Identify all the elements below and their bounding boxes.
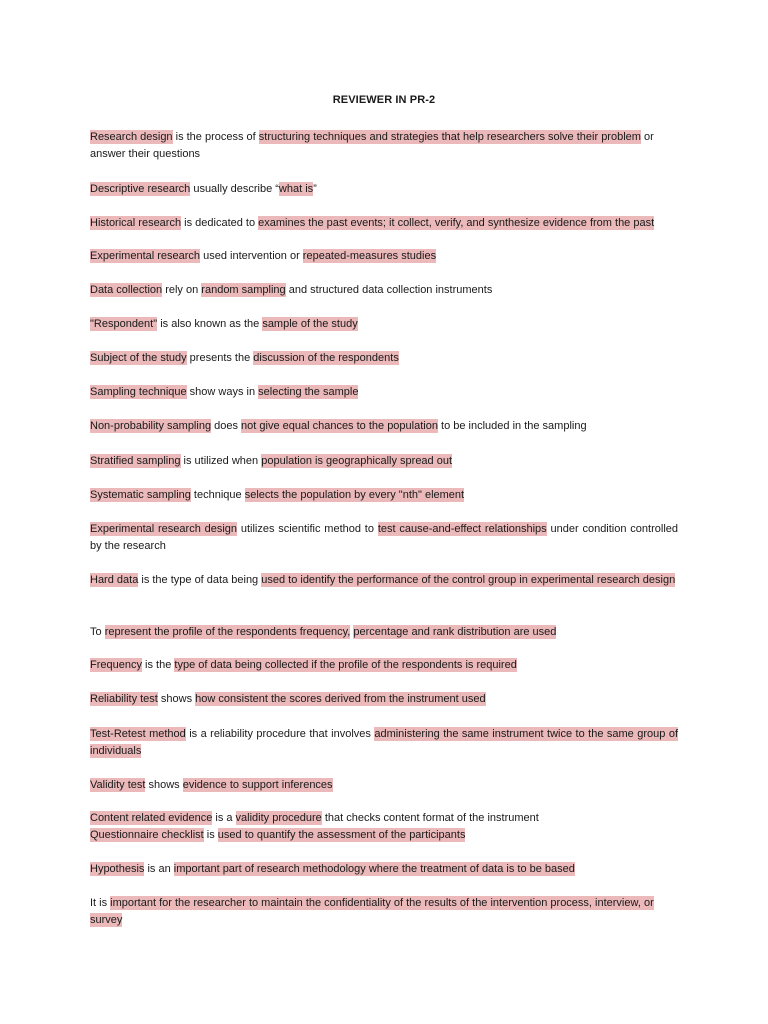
highlighted-text: Validity test [90, 779, 146, 791]
reviewer-item [90, 895, 678, 929]
plain-text: utilizes scientific method to [237, 523, 378, 535]
plain-text: used intervention or [200, 250, 303, 262]
highlighted-text: Hard data [90, 574, 139, 586]
highlighted-text: test cause-and-effect relationships [377, 523, 547, 535]
reviewer-item [90, 810, 678, 844]
reviewer-item [90, 350, 678, 367]
reviewer-item [90, 282, 678, 299]
reviewer-item [90, 521, 678, 555]
highlighted-text: Research design [90, 131, 173, 143]
reviewer-item [90, 691, 678, 708]
highlighted-text: Reliability test [90, 693, 158, 705]
highlighted-text: used to quantify the assessment of the participants [217, 829, 466, 841]
highlighted-text: Experimental research design [90, 523, 238, 535]
highlighted-text: Hypothesis [90, 863, 145, 875]
highlighted-text: Historical research [90, 217, 182, 229]
reviewer-item [90, 418, 678, 435]
reviewer-item [90, 726, 678, 760]
plain-text: rely on [162, 284, 202, 296]
plain-text: It is [90, 897, 111, 909]
highlighted-text: Data collection [90, 284, 163, 296]
plain-text: To [90, 626, 105, 638]
plain-text: ” [313, 183, 317, 195]
highlighted-text: discussion of the respondents [253, 352, 399, 364]
document-title: REVIEWER IN PR-2 [332, 94, 436, 106]
highlighted-text: what is [278, 183, 314, 195]
reviewer-item [90, 572, 678, 589]
plain-text: is a [212, 812, 236, 824]
highlighted-text: Non-probability sampling [90, 420, 212, 432]
reviewer-item [90, 316, 678, 333]
highlighted-text: evidence to support inferences [182, 779, 333, 791]
reviewer-item [90, 487, 678, 504]
highlighted-text: Frequency [90, 659, 142, 671]
highlighted-text: used to identify the performance of the control group in experimental research design [261, 574, 676, 586]
plain-text: technique [190, 489, 245, 501]
highlighted-text: how consistent the scores derived from the instrument used [195, 693, 486, 705]
highlighted-text: Experimental research [90, 250, 201, 262]
highlighted-text: important part of research methodology where the treatment of data is to be based [173, 863, 575, 875]
plain-text: presents the [186, 352, 254, 364]
highlighted-text: Test-Retest method [90, 728, 186, 740]
plain-text: is the [141, 659, 175, 671]
highlighted-text: Systematic sampling [90, 489, 191, 501]
highlighted-text: Questionnaire checklist [90, 829, 204, 841]
highlighted-text: sample of the study [262, 318, 358, 330]
highlighted-text: selects the population by every "nth" element [244, 489, 465, 501]
highlighted-text: represent the profile of the respondents frequency, [104, 626, 351, 638]
highlighted-text: administering the same instrument twice to the same group of individuals [90, 728, 678, 757]
reviewer-item [90, 657, 678, 674]
reviewer-item [90, 181, 678, 198]
highlighted-text: Descriptive research [90, 183, 191, 195]
highlighted-text: repeated-measures studies [302, 250, 437, 262]
plain-text: is a reliability procedure that involves [185, 728, 375, 740]
plain-text: shows [157, 693, 196, 705]
highlighted-text: type of data being collected if the profile of the respondents is required [174, 659, 517, 671]
reviewer-item [90, 624, 678, 641]
highlighted-text: percentage and rank distribution are used [353, 626, 557, 638]
plain-text: show ways in [186, 386, 259, 398]
plain-text: is [203, 829, 218, 841]
plain-text: is an [144, 863, 174, 875]
reviewer-item [90, 248, 678, 265]
highlighted-text: examines the past events; it collect, verify, and synthesize evidence from the past [258, 217, 655, 229]
plain-text: or answer their questions [90, 131, 654, 160]
plain-text: is also known as the [157, 318, 263, 330]
plain-text: is utilized when [180, 455, 262, 467]
highlighted-text: structuring techniques and strategies that help researchers solve their problem [258, 131, 641, 143]
plain-text: usually describe “ [190, 183, 279, 195]
highlighted-text: Content related evidence [90, 812, 213, 824]
plain-text: that checks content format of the instrument [321, 812, 539, 824]
reviewer-item [90, 453, 678, 470]
plain-text: is dedicated to [181, 217, 259, 229]
highlighted-text: Subject of the study [90, 352, 187, 364]
plain-text: to be included in the sampling [437, 420, 587, 432]
plain-text: is the type of data being [138, 574, 262, 586]
highlighted-text: validity procedure [235, 812, 322, 824]
plain-text: does [211, 420, 242, 432]
highlighted-text: random sampling [201, 284, 286, 296]
reviewer-item [90, 861, 678, 878]
plain-text: and structured data collection instruments [285, 284, 493, 296]
highlighted-text: Stratified sampling [90, 455, 181, 467]
reviewer-item [90, 777, 678, 794]
plain-text: shows [145, 779, 183, 791]
highlighted-text: selecting the sample [258, 386, 359, 398]
plain-text: is the process of [172, 131, 259, 143]
highlighted-text: "Respondent" [90, 318, 158, 330]
reviewer-item [90, 384, 678, 401]
highlighted-text: population is geographically spread out [261, 455, 453, 467]
reviewer-item [90, 215, 678, 232]
plain-text: under condition controlled by the research [90, 523, 679, 552]
highlighted-text: Sampling technique [90, 386, 187, 398]
highlighted-text: important for the researcher to maintain the confidentiality of the results of the intervention process, interview, or survey [90, 897, 654, 926]
highlighted-text: not give equal chances to the population [241, 420, 438, 432]
reviewer-item [90, 129, 678, 163]
